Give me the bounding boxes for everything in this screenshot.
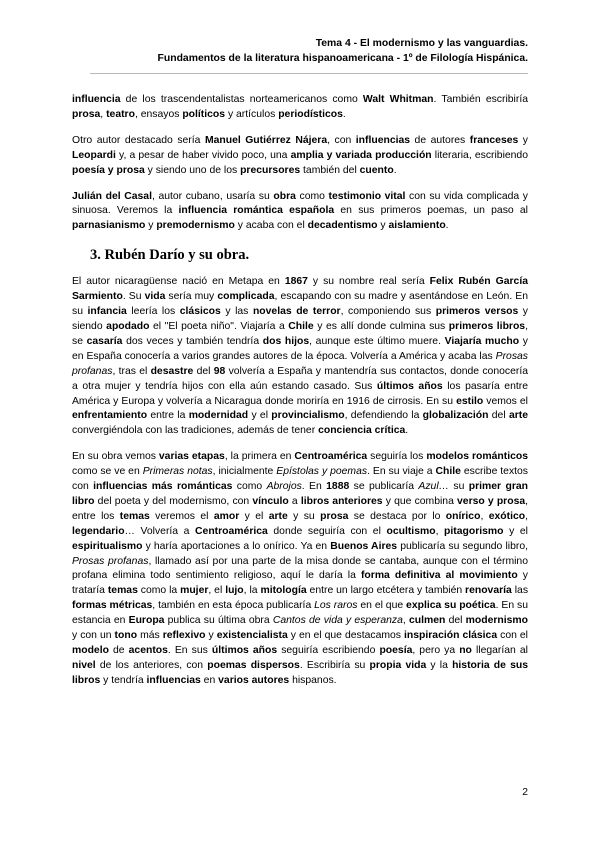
italic-title: Prosas profanas: [72, 350, 528, 377]
bold-term: primeros libros: [448, 320, 526, 332]
bold-term: exótico: [488, 510, 526, 522]
bold-term: espiritualismo: [72, 540, 143, 552]
text-run: los pasaría entre América y Europa y volvería a Nicaragua donde moriría en 1916 de cirrosis. En su: [72, 380, 528, 407]
bold-term: Julián del Casal: [72, 190, 152, 202]
text-run: . Su: [122, 291, 145, 303]
bold-term: conciencia crítica: [318, 425, 406, 437]
text-run: , ensayos: [134, 108, 183, 120]
italic-title: Primeras notas: [142, 466, 213, 478]
bold-term: últimos años: [376, 380, 443, 392]
text-run: , aunque este último muere.: [309, 335, 445, 347]
text-run: publica su última obra: [164, 615, 273, 627]
header-divider: [90, 73, 528, 74]
bold-term: onírico: [445, 510, 481, 522]
text-run: .: [445, 220, 449, 232]
bold-term: globalización: [422, 410, 489, 422]
text-run: su: [449, 481, 469, 493]
bold-term: pitagorismo: [444, 525, 504, 537]
text-run: .: [405, 425, 409, 437]
bold-term: decadentismo: [307, 220, 378, 232]
bold-term: Chile: [288, 320, 314, 332]
text-run: con su vida complicada y sinuosa. Veremos la: [72, 190, 528, 217]
text-run: y es allí donde culmina sus: [313, 320, 449, 332]
bold-term: historia de sus libros: [72, 659, 528, 686]
bold-term: Leopardi: [72, 149, 116, 161]
text-run: más: [137, 630, 163, 642]
bold-term: Centroamérica: [294, 451, 368, 463]
text-run: escribe textos con: [72, 466, 529, 493]
text-run: , entre los: [72, 495, 529, 522]
bold-term: Felix Rubén García Sarmiento: [72, 276, 528, 303]
text-run: del: [488, 410, 509, 422]
bold-term: franceses: [469, 134, 519, 146]
paragraph-whitman: [72, 93, 528, 123]
text-run: volvería a España y mantendría sus contactos, donde conocería a otra mujer y tendría hijos con ella aún estando casado. Sus: [72, 365, 528, 392]
bold-term: reflexivo: [162, 630, 206, 642]
bold-term: propia vida: [369, 659, 427, 671]
bold-term: arte: [508, 410, 528, 422]
text-run: y que combina: [382, 495, 458, 507]
text-run: a: [288, 495, 301, 507]
bold-term: explica su poética: [406, 600, 496, 612]
text-run: y: [205, 630, 217, 642]
text-run: entre la: [147, 410, 189, 422]
bold-term: influencias: [146, 674, 201, 686]
text-run: ,: [100, 108, 107, 120]
text-run: seguiría escribiendo: [277, 645, 380, 656]
text-run: y siendo: [72, 306, 529, 332]
bold-term: teatro: [106, 108, 135, 120]
text-run: En su obra vemos: [72, 451, 159, 463]
text-run: y: [518, 134, 528, 146]
bold-term: 1888: [326, 481, 350, 493]
text-run: en: [200, 674, 219, 686]
bold-term: obra: [273, 190, 296, 202]
bold-term: forma definitiva al movimiento: [360, 570, 518, 582]
text-run: donde seguiría con el: [267, 525, 387, 537]
text-run: se publicaría: [349, 481, 419, 493]
text-run: , escapando con su madre y asentándose en León. En su: [72, 291, 529, 318]
text-run: como se ve en: [72, 466, 143, 478]
text-run: y las: [220, 306, 253, 318]
bold-term: libros anteriores: [300, 495, 383, 507]
text-run: y haría aportaciones a lo onírico. Ya en: [142, 540, 331, 552]
text-run: y su: [287, 510, 321, 522]
text-run: . También escribiría: [433, 94, 528, 105]
text-run: . En sus: [167, 645, 212, 656]
bold-term: cuento: [359, 164, 394, 176]
bold-term: mitología: [260, 585, 307, 597]
bold-term: primeros versos: [435, 306, 519, 318]
text-run: y: [145, 220, 157, 232]
bold-term: últimos años: [211, 645, 278, 656]
text-run: y, a pesar de haber vivido poco, una: [115, 149, 291, 161]
text-run: de los anteriores, con: [95, 659, 208, 671]
bold-term: amplia y variada producción: [290, 149, 432, 161]
bold-term: Buenos Aires: [330, 540, 398, 552]
bold-term: vínculo: [252, 495, 289, 507]
italic-title: Azul…: [418, 481, 450, 493]
bold-term: apodado: [106, 320, 150, 332]
text-run: como: [232, 481, 267, 493]
text-run: , defendiendo la: [344, 410, 423, 422]
bold-term: infancia: [87, 306, 127, 318]
text-run: El autor nicaragüense nació en Metapa en: [72, 276, 285, 288]
bold-term: Walt Whitman: [362, 94, 434, 105]
bold-term: Manuel Gutiérrez Nájera: [204, 134, 328, 146]
bold-term: varios autores: [218, 674, 290, 686]
bold-term: influencia romántica española: [178, 205, 335, 217]
text-run: leería los: [126, 306, 180, 318]
bold-term: lujo: [225, 585, 244, 597]
bold-term: primer gran libro: [72, 481, 528, 507]
text-run: ,: [480, 510, 489, 522]
bold-term: poemas dispersos: [207, 659, 300, 671]
text-run: y en el que destacamos: [287, 630, 404, 642]
bold-term: vida: [144, 291, 166, 303]
bold-term: formas métricas: [72, 600, 153, 612]
italic-title: Cantos de vida y esperanza: [272, 615, 403, 627]
text-run: y en España conocería a varios grandes autores de la época. Volvería a América y acaba las: [72, 335, 528, 362]
italic-title: Los raros: [314, 600, 358, 612]
paragraph-works: [72, 450, 528, 689]
text-run: convergiéndola con las tradiciones, además de tener: [72, 425, 319, 437]
bold-term: mujer: [180, 585, 209, 597]
bold-term: premodernismo: [156, 220, 235, 232]
text-run: . En su viaje a: [367, 466, 436, 478]
bold-term: culmen: [408, 615, 446, 627]
text-run: y siendo uno de los: [144, 164, 241, 176]
text-run: también del: [300, 164, 360, 176]
bold-term: Viajaría mucho: [444, 335, 520, 347]
bold-term: tono: [114, 630, 138, 642]
bold-term: amor: [213, 510, 240, 522]
text-run: el "El poeta niño". Viajaría a: [149, 320, 289, 332]
text-run: , la primera en: [224, 451, 295, 463]
text-run: con el: [497, 630, 528, 642]
bold-term: 1867: [284, 276, 308, 288]
text-run: publicaría su segundo libro,: [397, 540, 528, 552]
bold-term: dos hijos: [262, 335, 310, 347]
text-run: .: [342, 108, 346, 120]
text-run: las: [511, 585, 529, 597]
text-run: y la: [426, 659, 453, 671]
bold-term: arte: [268, 510, 288, 522]
text-run: y el: [503, 525, 528, 537]
bold-term: inspiración clásica: [404, 630, 498, 642]
bold-term: no: [459, 645, 472, 656]
text-run: del: [445, 615, 466, 627]
bold-term: modelo: [72, 645, 109, 656]
paragraph-gutierrez-najera: [72, 134, 528, 179]
text-run: , componiendo sus: [340, 306, 436, 318]
text-run: . Escribiría su: [299, 659, 370, 671]
bold-term: provincialismo: [271, 410, 345, 422]
text-run: dos veces y también tendría: [122, 335, 263, 347]
text-run: … Volvería a: [124, 525, 196, 537]
text-run: como la: [137, 585, 181, 597]
bold-term: complicada: [217, 291, 275, 303]
text-run: , se: [72, 320, 528, 347]
text-run: , pero ya: [412, 645, 460, 656]
text-run: . En: [301, 481, 327, 493]
bold-term: nivel: [72, 659, 96, 671]
bold-term: poesía: [379, 645, 413, 656]
text-run: Otro autor destacado sería: [72, 134, 205, 146]
text-run: , llamado así por una parte de la misa donde se cantaba, aunque con el término profana elimina todo sentimiento religioso, aquí le daría la: [72, 555, 528, 582]
bold-term: ocultismo: [386, 525, 436, 537]
bold-term: temas: [107, 585, 138, 597]
bold-term: legendario: [72, 525, 125, 537]
bold-term: influencia: [72, 94, 121, 105]
bold-term: aislamiento: [388, 220, 446, 232]
text-run: de los trascendentalistas norteamericanos como: [120, 94, 363, 105]
bold-term: estilo: [456, 395, 484, 407]
document-body: [72, 93, 528, 700]
text-run: sería muy: [165, 291, 218, 303]
text-run: ,: [402, 615, 409, 627]
bold-term: parnasianismo: [72, 220, 146, 232]
text-run: , autor cubano, usaría su: [151, 190, 274, 202]
text-run: y el: [248, 410, 272, 422]
text-run: vemos el: [483, 395, 528, 407]
text-run: , también en esta época publicaría: [152, 600, 315, 612]
text-run: en sus primeros poemas, un paso al: [334, 205, 528, 217]
bold-term: Centroamérica: [195, 525, 268, 537]
text-run: , con: [327, 134, 356, 146]
bold-term: temas: [119, 510, 150, 522]
text-run: y: [377, 220, 389, 232]
bold-term: Chile: [435, 466, 461, 478]
bold-term: verso y prosa: [457, 495, 526, 507]
header-topic-line: Tema 4 - El modernismo y las vanguardias.: [315, 38, 528, 49]
text-run: de autores: [410, 134, 470, 146]
text-run: entre un largo etcétera y también: [306, 585, 466, 597]
text-run: y trataría: [72, 570, 528, 597]
text-run: del poeta y del modernismo, con: [94, 495, 253, 507]
text-run: . En su estancia en: [72, 600, 528, 627]
page-number: 2: [522, 787, 528, 798]
text-run: ,: [525, 510, 528, 522]
bold-term: modernismo: [465, 615, 528, 627]
text-run: y tendría: [100, 674, 147, 686]
bold-term: precursores: [240, 164, 301, 176]
header-course-line: Fundamentos de la literatura hispanoamericana - 1º de Filología Hispánica.: [157, 53, 528, 64]
section-heading: 3. Rubén Darío y su obra.: [90, 247, 250, 264]
text-run: , tras el: [112, 365, 151, 377]
bold-term: testimonio vital: [328, 190, 406, 202]
text-run: y el: [239, 510, 269, 522]
text-run: se destaca por lo: [348, 510, 446, 522]
text-run: llegarían al: [471, 645, 528, 656]
bold-term: modelos románticos: [426, 451, 528, 463]
bold-term: desastre: [150, 365, 194, 377]
text-run: y artículos: [225, 108, 279, 120]
bold-term: influencias más románticas: [93, 481, 233, 493]
text-run: .: [393, 164, 397, 176]
text-run: , la: [243, 585, 261, 597]
bold-term: 98: [213, 365, 226, 377]
text-run: seguiría los: [367, 451, 427, 463]
bold-term: enfrentamiento: [72, 410, 148, 422]
text-run: y con un: [72, 630, 115, 642]
italic-title: Prosas profanas: [72, 555, 149, 567]
text-run: veremos el: [149, 510, 214, 522]
text-run: en el que: [357, 600, 407, 612]
text-run: y su nombre real sería: [307, 276, 430, 288]
bold-term: Europa: [128, 615, 165, 627]
text-run: , inicialmente: [212, 466, 277, 478]
page-header: [90, 36, 528, 66]
bold-term: varias etapas: [158, 451, 225, 463]
italic-title: Epístolas y poemas: [276, 466, 368, 478]
bold-term: novelas de terror: [252, 306, 341, 318]
bold-term: prosa: [72, 108, 101, 120]
bold-term: clásicos: [179, 306, 221, 318]
paragraph-julian-del-casal: [72, 190, 528, 235]
bold-term: poesía y prosa: [72, 164, 145, 176]
bold-term: modernidad: [188, 410, 249, 422]
text-run: como: [295, 190, 329, 202]
bold-term: periodísticos: [278, 108, 343, 120]
text-run: de: [108, 645, 129, 656]
bold-term: renovaría: [465, 585, 512, 597]
text-run: , el: [208, 585, 226, 597]
bold-term: existencialista: [216, 630, 288, 642]
bold-term: casaría: [86, 335, 123, 347]
text-run: y acaba con el: [234, 220, 308, 232]
text-run: hispanos.: [289, 674, 337, 686]
bold-term: influencias: [355, 134, 411, 146]
text-run: literaria, escribiendo: [431, 149, 528, 161]
text-run: ,: [435, 525, 445, 537]
paragraph-biography: [72, 275, 528, 439]
italic-title: Abrojos: [266, 481, 302, 493]
bold-term: acentos: [128, 645, 168, 656]
bold-term: prosa: [320, 510, 349, 522]
text-run: del: [193, 365, 214, 377]
bold-term: políticos: [182, 108, 226, 120]
